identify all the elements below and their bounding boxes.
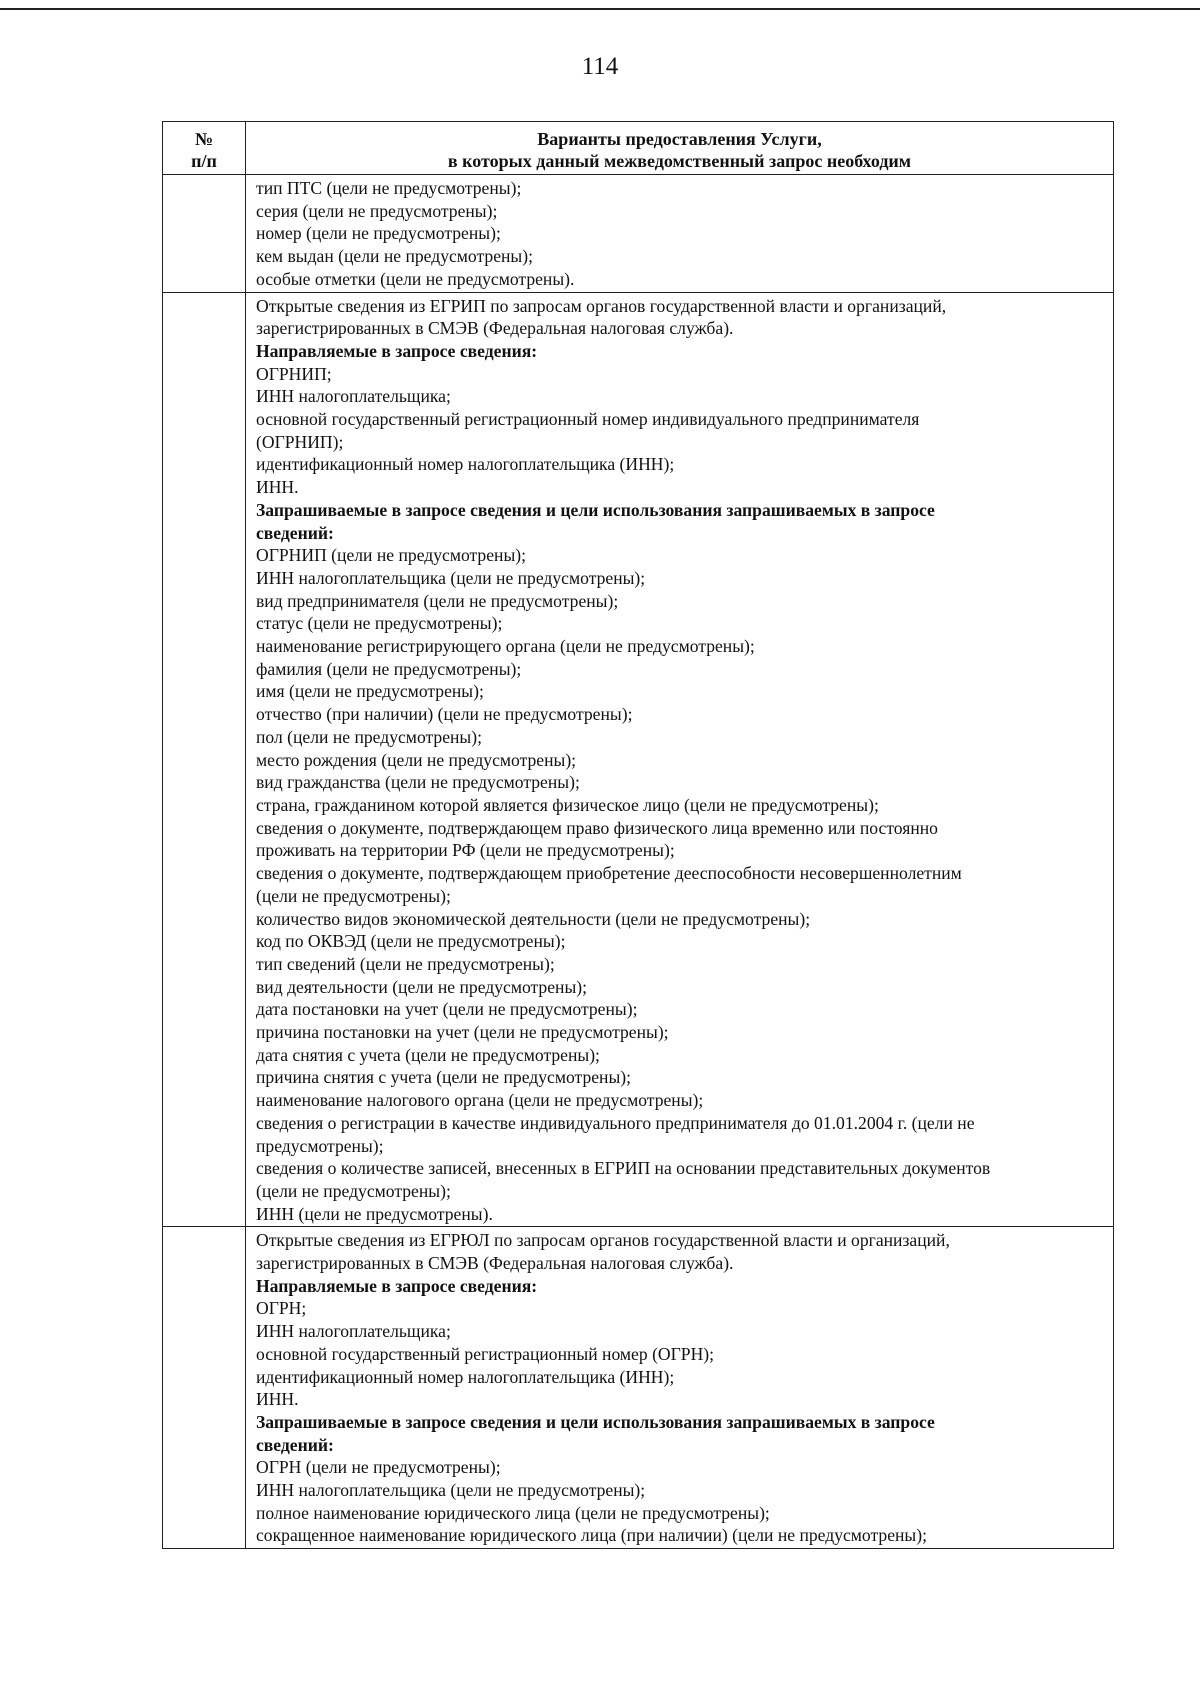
content-line: (цели не предусмотрены); [256,885,451,906]
content-line: сокращенное наименование юридического лица (при наличии) (цели не предусмотрены); [256,1525,927,1546]
section-heading-line: Направляемые в запросе сведения: [256,1275,538,1296]
table-header-row [163,122,1114,175]
content-line: количество видов экономической деятельности (цели не предусмотрены); [256,908,811,929]
content-line: Открытые сведения из ЕГРЮЛ по запросам органов государственной власти и организаций, [256,1230,950,1251]
top-border-line [0,8,1200,10]
content-line: сведения о количестве записей, внесенных в ЕГРИП на основании представительных документов [256,1158,991,1179]
section-heading-line: Запрашиваемые в запросе сведения и цели использования запрашиваемых в запросе [256,499,935,520]
variants-header-line2: в которых данный межведомственный запрос необходим [447,151,912,171]
content-line: основной государственный регистрационный номер индивидуального предпринимателя [256,409,920,430]
content-line: (цели не предусмотрены); [256,1180,451,1201]
content-line: ИНН налогоплательщика (цели не предусмотрены); [256,1480,646,1501]
content-line: (ОГРНИП); [256,431,344,452]
content-line: сведения о документе, подтверждающем приобретение дееспособности несовершеннолетним [256,863,962,884]
content-line: номер (цели не предусмотрены); [256,223,501,244]
content-line: место рождения (цели не предусмотрены); [256,749,577,770]
content-line: Открытые сведения из ЕГРИП по запросам органов государственной власти и организаций, [256,295,947,316]
content-line: ИНН налогоплательщика; [256,1321,451,1342]
content-line: идентификационный номер налогоплательщика (ИНН); [256,1366,675,1387]
content-line: вид предпринимателя (цели не предусмотрены); [256,590,619,611]
content-line: серия (цели не предусмотрены); [256,200,498,221]
content-line: причина постановки на учет (цели не предусмотрены); [256,1022,669,1043]
content-line: зарегистрированных в СМЭВ (Федеральная налоговая служба). [256,1253,734,1274]
content-line: особые отметки (цели не предусмотрены). [256,268,575,289]
content-line: основной государственный регистрационный номер (ОГРН); [256,1343,715,1364]
section-heading-line: Запрашиваемые в запросе сведения и цели использования запрашиваемых в запросе [256,1411,935,1432]
row-number-cell [163,292,246,1227]
content-line: дата постановки на учет (цели не предусмотрены); [256,999,638,1020]
content-line: имя (цели не предусмотрены); [256,681,484,702]
section-heading-line: Направляемые в запросе сведения: [256,340,538,361]
content-line: дата снятия с учета (цели не предусмотрены); [256,1044,600,1065]
content-line: ИНН. [256,477,299,498]
content-line: ИНН. [256,1389,299,1410]
content-line: ИНН налогоплательщика (цели не предусмотрены); [256,567,646,588]
content-line: страна, гражданином которой является физическое лицо (цели не предусмотрены); [256,794,879,815]
content-line: сведения о документе, подтверждающем право физического лица временно или постоянно [256,817,938,838]
section-heading-line: сведений: [256,1434,334,1455]
row-content-cell [246,1227,1114,1549]
content-line: предусмотрены); [256,1135,384,1156]
content-line: ОГРН; [256,1298,307,1319]
content-line: ОГРНИП (цели не предусмотрены); [256,545,527,566]
content-line: причина снятия с учета (цели не предусмотрены); [256,1067,632,1088]
content-line: зарегистрированных в СМЭВ (Федеральная налоговая служба). [256,318,734,339]
table-row [163,175,1114,293]
number-header-line2: п/п [191,151,217,171]
content-line: наименование налогового органа (цели не предусмотрены); [256,1090,704,1111]
content-line: идентификационный номер налогоплательщика (ИНН); [256,454,675,475]
variants-column-header [246,122,1114,175]
variants-header-line1: Варианты предоставления Услуги, [537,129,822,149]
table-body [163,175,1114,1549]
table-row [163,292,1114,1227]
content-line: проживать на территории РФ (цели не предусмотрены); [256,840,675,861]
section-heading-line: сведений: [256,522,334,543]
content-line: пол (цели не предусмотрены); [256,726,482,747]
content-line: отчество (при наличии) (цели не предусмотрены); [256,704,633,725]
number-header-line1: № [194,129,214,149]
services-table [162,121,1114,1549]
content-line: ОГРН (цели не предусмотрены); [256,1457,501,1478]
content-line: тип ПТС (цели не предусмотрены); [256,178,522,198]
content-line: ОГРНИП; [256,363,332,384]
content-line: вид деятельности (цели не предусмотрены); [256,976,588,997]
content-line: кем выдан (цели не предусмотрены); [256,246,533,267]
content-line: код по ОКВЭД (цели не предусмотрены); [256,931,566,952]
number-column-header [163,122,246,175]
content-line: статус (цели не предусмотрены); [256,613,503,634]
content-line: ИНН (цели не предусмотрены). [256,1203,493,1224]
content-line: ИНН налогоплательщика; [256,386,451,407]
page-number: 114 [581,53,619,80]
content-line: фамилия (цели не предусмотрены); [256,658,522,679]
content-line: вид гражданства (цели не предусмотрены); [256,772,580,793]
row-content-cell [246,175,1114,293]
content-line: полное наименование юридического лица (цели не предусмотрены); [256,1502,770,1523]
row-number-cell [163,1227,246,1549]
content-line: наименование регистрирующего органа (цели не предусмотрены); [256,636,755,657]
content-line: сведения о регистрации в качестве индивидуального предпринимателя до 01.01.2004 г. (цели не [256,1112,975,1133]
row-content-cell [246,292,1114,1227]
row-number-cell [163,175,246,293]
table-row [163,1227,1114,1549]
content-line: тип сведений (цели не предусмотрены); [256,953,555,974]
